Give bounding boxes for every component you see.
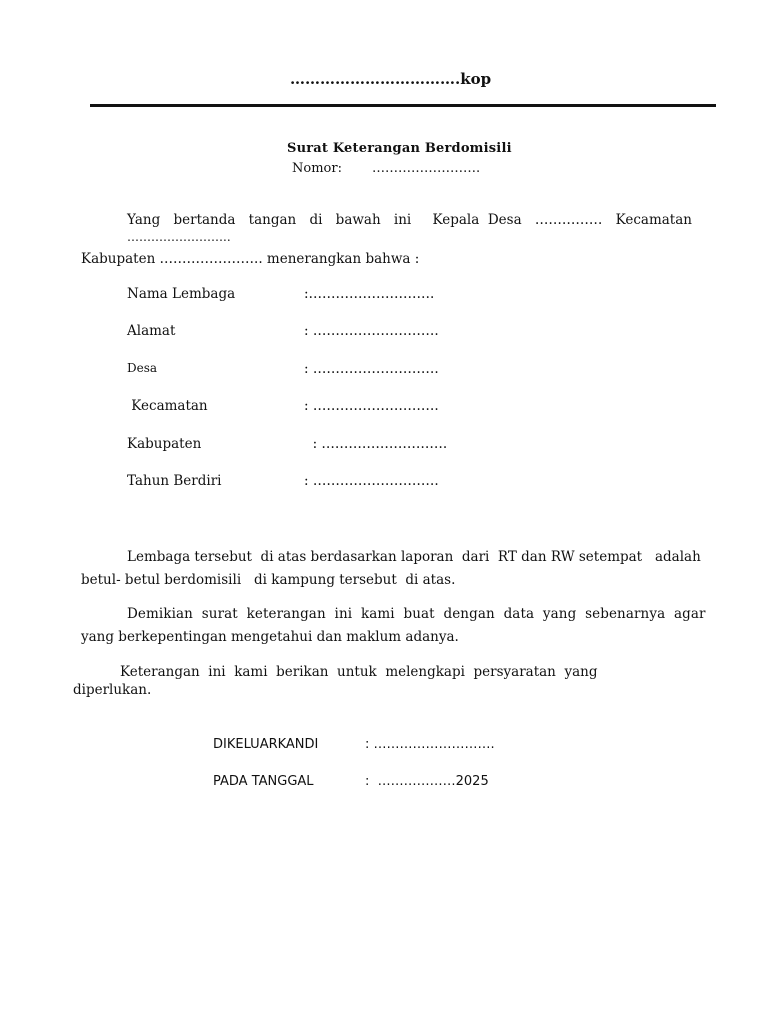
- intro-word: ……………: [534, 212, 603, 228]
- intro-word: bertanda: [173, 212, 236, 228]
- field-nama-lembaga-label: Nama Lembaga: [127, 286, 236, 302]
- field-desa-value: : ……………………….: [304, 361, 439, 377]
- field-kecamatan-label: Kecamatan: [127, 398, 208, 414]
- field-tahun-berdiri-value: : ……………………….: [304, 473, 439, 489]
- paragraph-1-line-2: betul- betul berdomisili di kampung tersebut di atas.: [81, 572, 456, 588]
- field-kecamatan-value: : ……………………….: [304, 398, 439, 414]
- letter-title: Surat Keterangan Berdomisili: [287, 141, 512, 156]
- intro-line-3: Kabupaten ………………….. menerangkan bahwa :: [81, 251, 420, 267]
- intro-line-1: [127, 212, 692, 228]
- paragraph-3-line-2: diperlukan.: [73, 682, 152, 698]
- nomor-label: Nomor:: [292, 161, 342, 176]
- issued-at-value: : ……………………….: [365, 737, 495, 752]
- paragraph-2-line-2: yang berkepentingan mengetahui dan maklum adanya.: [81, 629, 459, 645]
- intro-line-2: ……………………..: [127, 230, 231, 244]
- intro-word: Yang: [127, 212, 161, 228]
- intro-word: ini: [393, 212, 412, 228]
- intro-word: Kecamatan: [615, 212, 692, 228]
- field-nama-lembaga-value: :……………………….: [304, 286, 435, 302]
- date-value: : ………………2025: [365, 774, 489, 789]
- letterhead-rule: [90, 104, 716, 107]
- field-kabupaten-value: : ……………………….: [304, 436, 448, 452]
- paragraph-2-line-1: Demikian surat keterangan ini kami buat dengan data yang sebenarnya agar: [127, 606, 706, 622]
- nomor-value: …………………….: [372, 161, 481, 176]
- field-alamat-value: : ……………………….: [304, 323, 439, 339]
- intro-word: bawah: [335, 212, 381, 228]
- field-desa-label: Desa: [127, 361, 158, 375]
- issued-at-label: DIKELUARKANDI: [213, 737, 319, 752]
- field-alamat-label: Alamat: [127, 323, 176, 339]
- intro-word: di: [309, 212, 323, 228]
- date-label: PADA TANGGAL: [213, 774, 314, 789]
- field-kabupaten-label: Kabupaten: [127, 436, 202, 452]
- field-tahun-berdiri-label: Tahun Berdiri: [127, 473, 222, 489]
- paragraph-1-line-1: Lembaga tersebut di atas berdasarkan laporan dari RT dan RW setempat adalah: [127, 549, 701, 565]
- paragraph-3-line-1: Keterangan ini kami berikan untuk melengkapi persyaratan yang: [120, 664, 598, 680]
- letterhead-kop: …………………………….kop: [290, 70, 492, 88]
- intro-word: Kepala Desa: [432, 212, 522, 228]
- intro-word: tangan: [248, 212, 297, 228]
